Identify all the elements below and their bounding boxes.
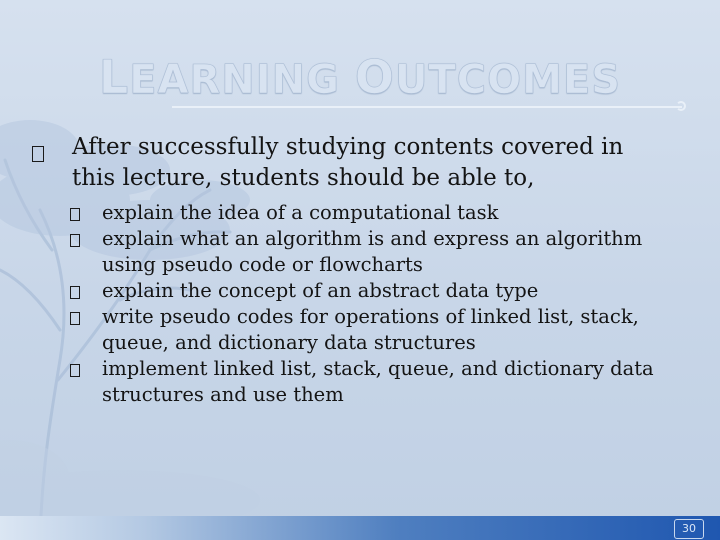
title-initial-o: O (354, 50, 396, 104)
checkbox-bullet-icon (70, 364, 80, 377)
outcome-text: write pseudo codes for operations of linked list, stack, queue, and dictionary data structures (102, 305, 639, 354)
outcome-text: implement linked list, stack, queue, and dictionary data structures and use them (102, 357, 654, 406)
footer-accent-bar (0, 516, 720, 540)
slide-number: 30 (674, 519, 704, 539)
outcomes-list (70, 200, 690, 408)
title-rest-learning: EARNING (129, 57, 355, 103)
title-underline-cap (676, 101, 686, 111)
intro-bullet-item (32, 132, 672, 194)
outcome-text: explain what an algorithm is and express an algorithm using pseudo code or flowcharts (102, 227, 643, 276)
outcome-item (70, 356, 690, 408)
title-rest-outcomes: UTCOMES (395, 57, 622, 103)
outcome-item (70, 200, 690, 226)
title-initial-l: L (98, 50, 130, 104)
checkbox-bullet-icon (70, 312, 80, 325)
checkbox-bullet-icon (70, 286, 80, 299)
intro-text: After successfully studying contents covered in this lecture, students should be able to, (72, 134, 624, 191)
checkbox-bullet-icon (32, 146, 44, 162)
outcome-item (70, 278, 690, 304)
title-underline (172, 106, 682, 108)
outcome-text: explain the concept of an abstract data type (102, 279, 539, 302)
slide-title (0, 50, 720, 104)
outcome-text: explain the idea of a computational task (102, 201, 499, 224)
checkbox-bullet-icon (70, 208, 80, 221)
outcome-item (70, 226, 690, 278)
checkbox-bullet-icon (70, 234, 80, 247)
outcome-item (70, 304, 690, 356)
